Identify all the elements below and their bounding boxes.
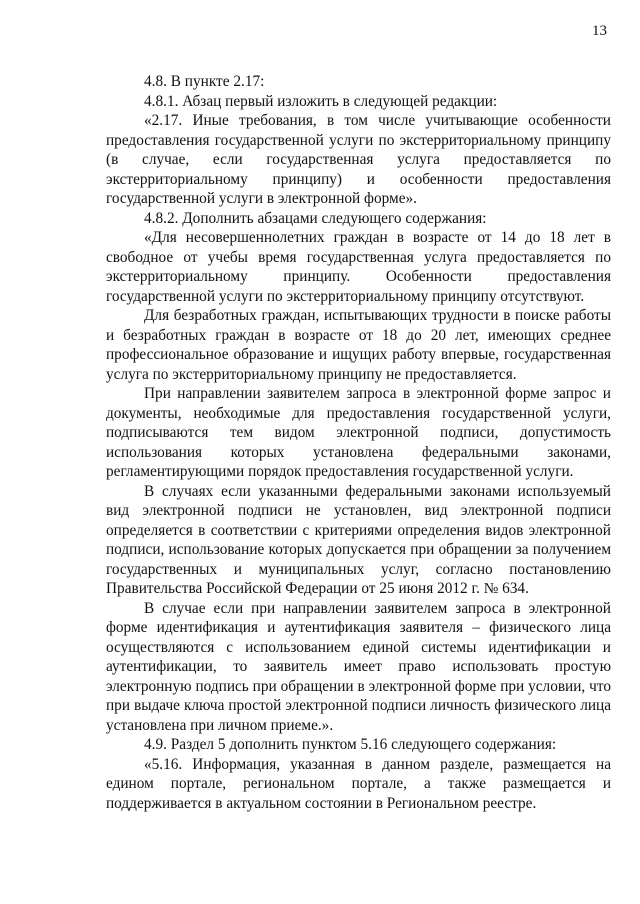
paragraph-signature-type: В случаях если указанными федеральными законами используемый вид электронной подписи не установлен, вид электронной подписи определяется в соответствии с критериями определения видов электронной подписи, использование которых допускается при обращении за получением государственных и муниципальных услуг, согласно постановлению Правительства Российской Федерации от 25 июня 2012 г. № 634. — [106, 482, 611, 597]
paragraph-minors: «Для несовершеннолетних граждан в возрасте от 14 до 18 лет в свободное от учебы время государственная услуга предоставляется по экстерриториальному принципу. Особенности предоставления государственной услуги по экстерриториальному принципу отсутствуют. — [106, 229, 611, 305]
paragraph-4-8-1: 4.8.1. Абзац первый изложить в следующей редакции: — [144, 92, 498, 110]
paragraph-unemployed: Для безработных граждан, испытывающих трудности в поиске работы и безработных граждан в возрасте от 18 до 20 лет, имеющих среднее профессиональное образование и ищущих работу впервые, государственная услуга по экстерриториальному принципу не предоставляется. — [106, 307, 611, 383]
paragraph-5-16-text: «5.16. Информация, указанная в данном разделе, размещается на едином портале, региональном портале, а также размещается и поддерживается в актуальном состоянии в Региональном реестре. — [106, 755, 611, 812]
document-body — [106, 72, 611, 813]
paragraph-4-8: 4.8. В пункте 2.17: — [144, 73, 265, 90]
page-number: 13 — [592, 23, 607, 39]
paragraph-4-8-2: 4.8.2. Дополнить абзацами следующего содержания: — [144, 209, 487, 227]
paragraph-identification: В случае если при направлении заявителем запроса в электронной форме идентификация и аутентификация заявителя – физического лица осуществляются с использованием единой системы идентификации и аутентификации, то заявитель имеет право использовать простую электронную подпись при обращении в электронной форме при условии, что при выдаче ключа простой электронной подписи личность физического лица установлена при личном приеме.». — [106, 599, 611, 734]
paragraph-4-9: 4.9. Раздел 5 дополнить пунктом 5.16 следующего содержания: — [144, 736, 557, 753]
paragraph-2-17-text: «2.17. Иные требования, в том числе учитывающие особенности предоставления государственной услуги по экстерриториальному принципу (в случае, если государственная услуга предоставляется по экстерриториальному принципу) и особенности предоставления государственной услуги в электронной форме». — [106, 112, 611, 207]
paragraph-electronic-request: При направлении заявителем запроса в электронной форме запрос и документы, необходимые для предоставления государственной услуги, подписываются тем видом электронной подписи, допустимость использования которых установлена федеральными законами, регламентирующими порядок предоставления государственной услуги. — [106, 385, 611, 480]
